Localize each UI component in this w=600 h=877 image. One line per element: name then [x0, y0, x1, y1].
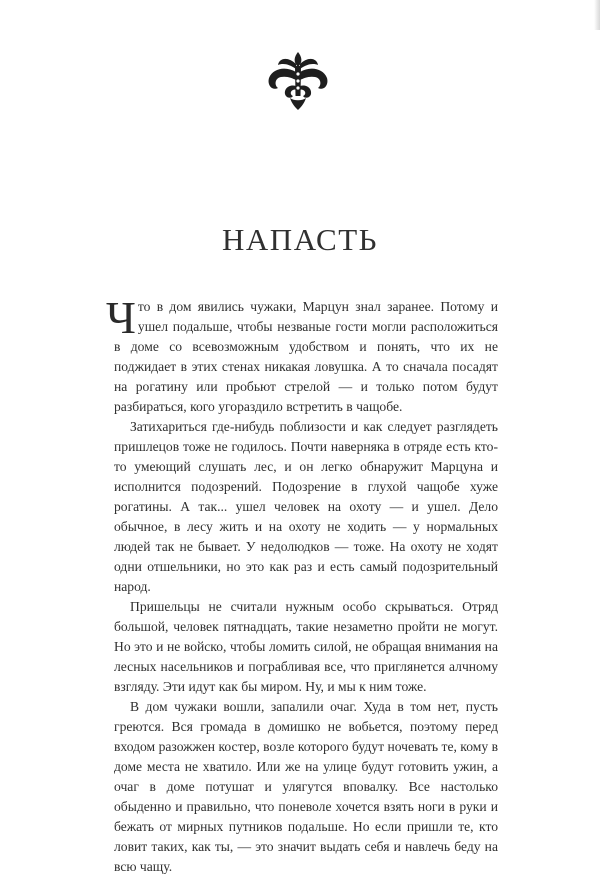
paragraph: В дом чужаки вошли, запалили очаг. Худа в том нет, пусть греются. Вся громада в домишко не вобьется, поэтому перед входом разожжен костер, возле которого будут ночевать те, кому в доме места не хватило. Или же на улице будут готовить ужин, а очаг в доме потушат и улягутся вповалку. Все настолько обыденно и правильно, что поневоле хочется взять ноги в руки и бежать от мирных путников подальше. Но если пришли те, кто ловит таких, как ты, — это значит выдать себя и навлечь беду на всю чащу.	[114, 699, 498, 874]
floral-ornament-icon	[266, 50, 330, 112]
paragraph: Затихариться где-нибудь поблизости и как следует разглядеть пришлецов тоже не годилось. Почти наверняка в отряде есть кто-то умеющий слушать лес, и он легко обнаружит Марцуна и исполнится подозрений. Подозрение в глухой чащобе хуже рогатины. А так... ушел человек на охоту — и ушел. Дело обычное, в лесу жить и на охоту не ходить — у нормальных людей так не бывает. У недолюдков — тоже. На охоту не ходят одни отшельники, но это как раз и есть самый подозрительный народ.	[114, 419, 498, 594]
paragraph-text: то в дом явились чужаки, Марцун знал заранее. Потому и ушел подальше, чтобы незваные гости могли расположиться в доме со всевозможным удобством и понять, что их не поджидает в этих стенах никакая ловушка. А то сначала посадят на рогатину или пробьют стрелой — и только потом будут разбираться, кого угораздило встретить в чащобе.	[114, 299, 498, 414]
page-edge-shadow	[594, 0, 600, 30]
paragraph	[106, 292, 498, 417]
paragraph: Пришельцы не считали нужным особо скрываться. Отряд большой, человек пятнадцать, такие незаметно пройти не могут. Но это и не войско, чтобы ломить силой, не обращая внимания на лесных насельников и пограбливая все, что приглянется алчному взгляду. Эти идут как бы миром. Ну, и мы к ним тоже.	[114, 599, 498, 694]
drop-cap: Ч	[106, 292, 136, 343]
chapter-title: НАПАСТЬ	[222, 222, 378, 257]
chapter-body	[106, 292, 498, 877]
